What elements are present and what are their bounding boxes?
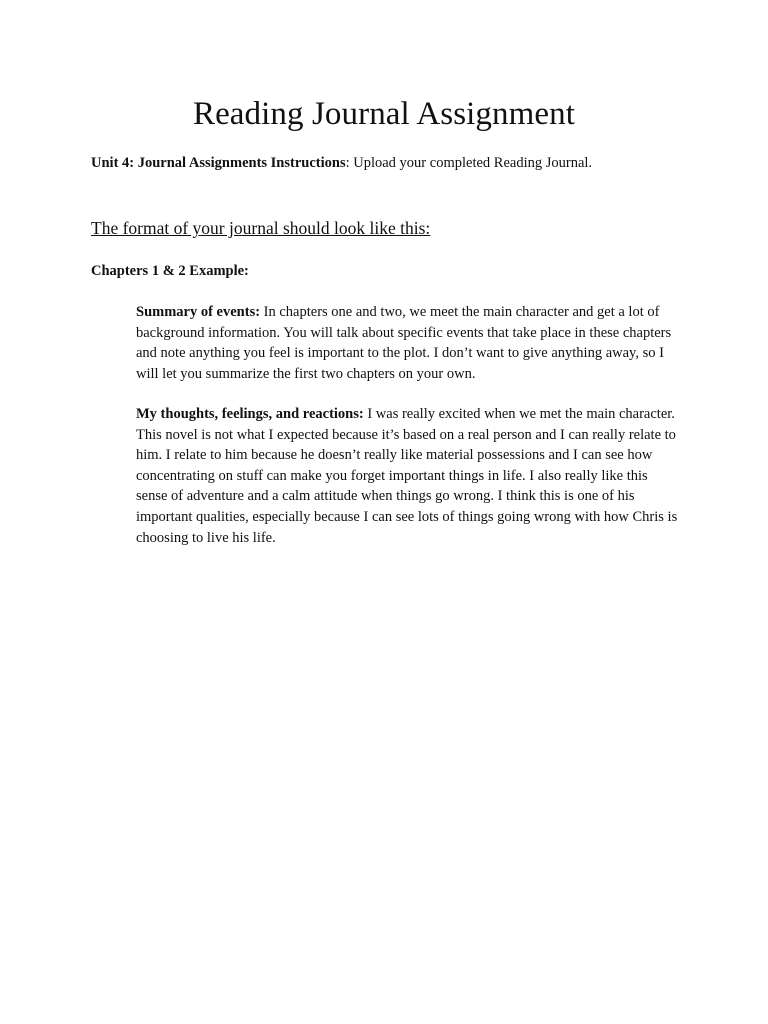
example-label: Chapters 1 & 2 Example:	[91, 263, 249, 279]
thoughts-text: I was really excited when we met the main character. This novel is not what I expected because it’s based on a real person and I can really relate to him. I relate to him because he doesn’t really like material possessions and I can see how concentrating on stuff can make you forget important things in life. I also really like this sense of adventure and a calm attitude when things go wrong. I think this is one of his important qualities, especially because I can see lots of things going wrong with how Chris is choosing to live his life.	[136, 406, 678, 546]
document-title: Reading Journal Assignment	[192, 96, 576, 132]
thoughts-paragraph	[136, 404, 680, 548]
instructions-label: Unit 4: Journal Assignments Instructions	[91, 155, 346, 171]
summary-lead: Summary of events:	[136, 304, 261, 320]
summary-paragraph	[136, 302, 680, 384]
format-heading: The format of your journal should look like this:	[91, 218, 431, 238]
summary-text: In chapters one and two, we meet the main character and get a lot of background information. You will talk about specific events that take place in these chapters and note anything you feel is important to the plot. I don’t want to give anything away, so I will let you summarize the first two chapters on your own.	[136, 304, 672, 382]
instructions-text: : Upload your completed Reading Journal.	[345, 155, 593, 171]
instructions-line	[91, 153, 711, 173]
thoughts-lead: My thoughts, feelings, and reactions:	[136, 406, 364, 422]
